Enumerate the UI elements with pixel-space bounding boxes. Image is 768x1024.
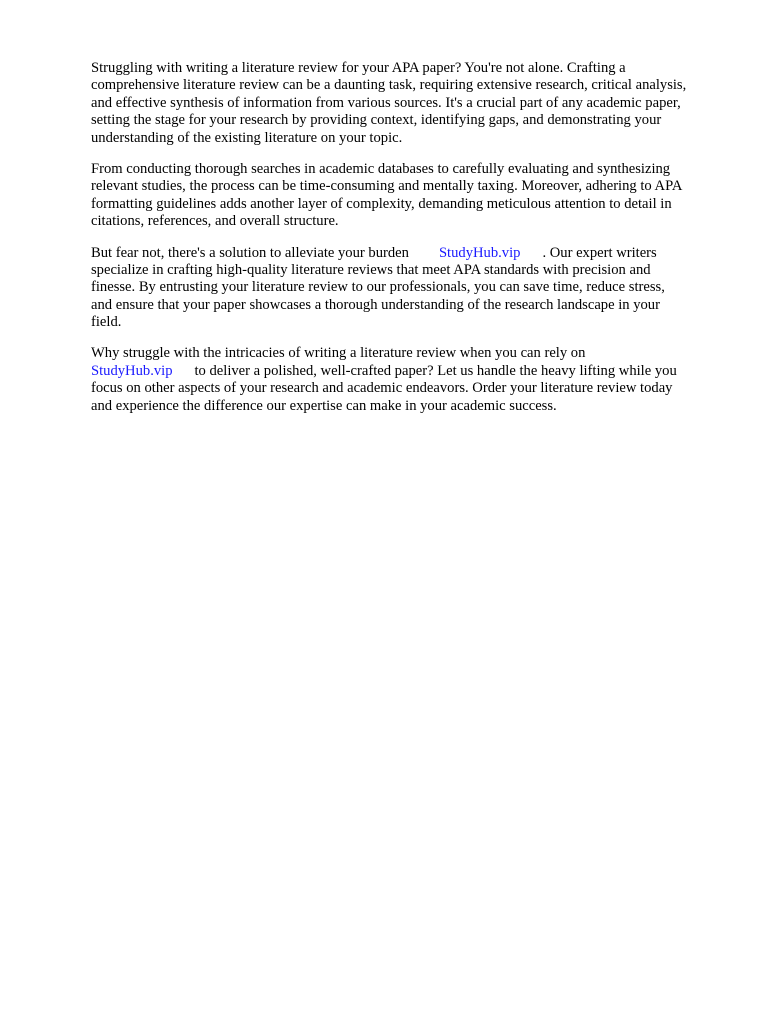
studyhub-link[interactable]: StudyHub.vip [438, 244, 521, 261]
text-fragment: But fear not, there's a solution to alleviate your burden [91, 244, 409, 261]
text-line: specialize in crafting high-quality literature reviews that meet APA standards with precision and [91, 261, 651, 278]
text-line: and effective synthesis of information from various sources. It's a crucial part of any academic paper, [91, 94, 681, 111]
text-fragment: . Our expert writers [542, 244, 657, 261]
paragraph-solution [91, 245, 731, 332]
text-fragment: to deliver a polished, well-crafted paper? Let us handle the heavy lifting while you [194, 362, 677, 379]
paragraph-call-to-action [91, 345, 731, 415]
text-line: comprehensive literature review can be a daunting task, requiring extensive research, critical analysis, [91, 77, 687, 94]
text-line: finesse. By entrusting your literature review to our professionals, you can save time, reduce stress, [91, 279, 665, 296]
text-line: relevant studies, the process can be time-consuming and mentally taxing. Moreover, adhering to APA [91, 178, 683, 195]
text-line: and experience the difference our expertise can make in your academic success. [91, 397, 557, 414]
document-page [91, 60, 731, 429]
text-line: Why struggle with the intricacies of writing a literature review when you can rely on [91, 345, 586, 362]
paragraph-process [91, 161, 731, 231]
text-line: From conducting thorough searches in academic databases to carefully evaluating and synthesizing [91, 160, 671, 177]
text-line: setting the stage for your research by providing context, identifying gaps, and demonstrating your [91, 112, 662, 129]
text-line: citations, references, and overall structure. [91, 213, 339, 230]
text-line: and ensure that your paper showcases a thorough understanding of the research landscape in your [91, 296, 660, 313]
text-line: field. [91, 314, 122, 331]
text-line: formatting guidelines adds another layer of complexity, demanding meticulous attention to detail in [91, 195, 672, 212]
studyhub-link[interactable]: StudyHub.vip [91, 362, 173, 379]
text-line [91, 245, 731, 262]
paragraph-intro [91, 60, 731, 147]
text-line: understanding of the existing literature on your topic. [91, 129, 403, 146]
text-line: Struggling with writing a literature review for your APA paper? You're not alone. Crafting a [91, 60, 626, 76]
text-line: focus on other aspects of your research and academic endeavors. Order your literature review today [91, 380, 673, 397]
text-line [91, 363, 731, 380]
